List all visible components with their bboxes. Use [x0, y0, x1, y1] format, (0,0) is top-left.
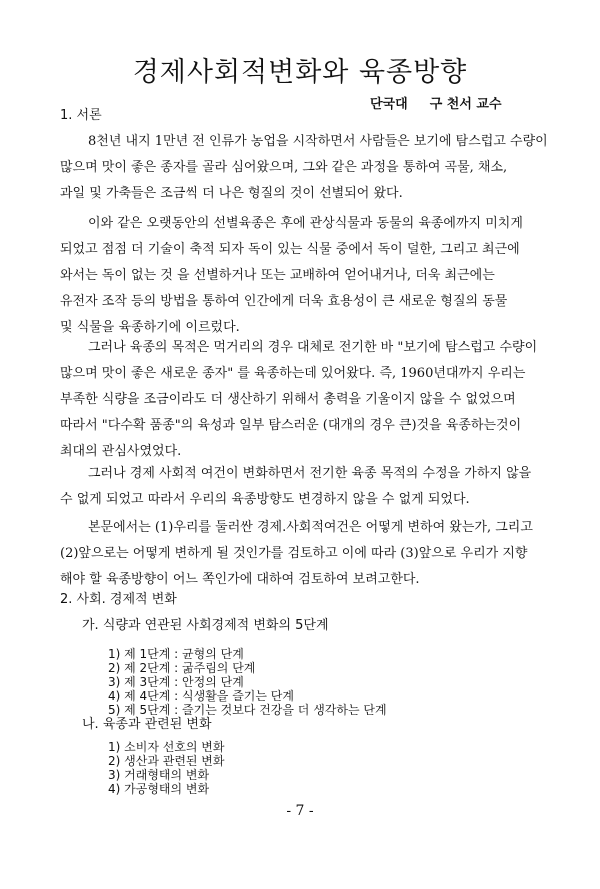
author-name: 구 천서 교수: [429, 97, 502, 112]
list-item: 1) 제 1단계 : 균형의 단계: [108, 647, 244, 661]
section-2-heading: 2. 사회. 경제적 변화: [60, 592, 177, 607]
paragraph-line: 그러나 경제 사회적 여건이 변화하면서 전기한 육종 목적의 수정을 가하지 않을: [88, 466, 532, 481]
paragraph-line: 및 식물을 육종하기에 이르렀다.: [60, 320, 240, 335]
list-item: 5) 제 5단계 : 즐기는 것보다 건강을 더 생각하는 단계: [108, 703, 387, 717]
paragraph-line: 와서는 독이 없는 것 을 선별하거나 또는 교배하여 얻어내거나, 더욱 최근에는: [60, 268, 495, 283]
list-item: 1) 소비자 선호의 변화: [108, 740, 225, 754]
subsection-b-list: [108, 740, 225, 796]
author-affiliation: 단국대: [370, 97, 408, 112]
list-item: 3) 제 3단계 : 안정의 단계: [108, 675, 244, 689]
paragraph-line: 유전자 조작 등의 방법을 통하여 인간에게 더욱 효용성이 큰 새로운 형질의 동물: [60, 294, 508, 309]
paragraph-line: 따라서 "다수확 품종"의 육성과 일부 탐스러운 (대개의 경우 큰)것을 육종하는것이: [60, 418, 522, 433]
list-item: 3) 거래형태의 변화: [108, 768, 210, 782]
list-item: 4) 가공형태의 변화: [108, 782, 210, 796]
paragraph-line: 해야 할 육종방향이 어느 쪽인가에 대하여 검토하여 보려고한다.: [60, 572, 420, 587]
paragraph-line: 부족한 식량을 조금이라도 더 생산하기 위해서 총력을 기울이지 않을 수 없었으며: [60, 392, 516, 407]
paragraph-line: 본문에서는 (1)우리를 둘러싼 경제.사회적여건은 어떻게 변하여 왔는가, 그리고: [88, 520, 533, 535]
author-line: [370, 93, 502, 112]
paragraph-line: 이와 같은 오랫동안의 선별육종은 후에 관상식물과 동물의 육종에까지 미치게: [88, 216, 523, 231]
section-1-heading: 1. 서론: [60, 108, 102, 123]
document-title: 경제사회적변화와 육종방향: [132, 57, 468, 88]
subsection-a-heading: 가. 식량과 연관된 사회경제적 변화의 5단계: [82, 618, 329, 633]
paragraph-line: 최대의 관심사였었다.: [60, 444, 182, 459]
paragraph-line: 많으며 맛이 좋은 종자를 골라 심어왔으며, 그와 같은 과정을 통하여 곡물, 채소,: [60, 160, 508, 175]
list-item: 4) 제 4단계 : 식생활을 즐기는 단계: [108, 689, 294, 703]
page-number: - 7 -: [286, 803, 314, 819]
list-item: 2) 생산과 관련된 변화: [108, 754, 225, 768]
paragraph-line: 수 없게 되었고 따라서 우리의 육종방향도 변경하지 않을 수 없게 되었다.: [60, 492, 470, 507]
subsection-b-heading: 나. 육종과 관련된 변화: [82, 717, 212, 732]
paragraph-line: 그러나 육종의 목적은 먹거리의 경우 대체로 전기한 바 "보기에 탐스럽고 수량이: [88, 340, 538, 355]
paragraph-line: 8천년 내지 1만년 전 인류가 농업을 시작하면서 사람들은 보기에 탐스럽고 수량이: [88, 134, 548, 149]
paragraph-line: 많으며 맛이 좋은 새로운 종자" 를 육종하는데 있어왔다. 즉, 1960년대까지 우리는: [60, 366, 526, 381]
list-item: 2) 제 2단계 : 굶주림의 단계: [108, 661, 256, 675]
subsection-a-list: [108, 647, 387, 717]
paragraph-line: 과일 및 가축들은 조금씩 더 나은 형질의 것이 선별되어 왔다.: [60, 186, 403, 201]
paragraph-line: (2)앞으로는 어떻게 변하게 될 것인가를 검토하고 이에 따라 (3)앞으로 우리가 지향: [60, 546, 528, 561]
paragraph-line: 되었고 점점 더 기술이 축적 되자 독이 있는 식물 중에서 독이 덜한, 그리고 최근에: [60, 242, 520, 257]
